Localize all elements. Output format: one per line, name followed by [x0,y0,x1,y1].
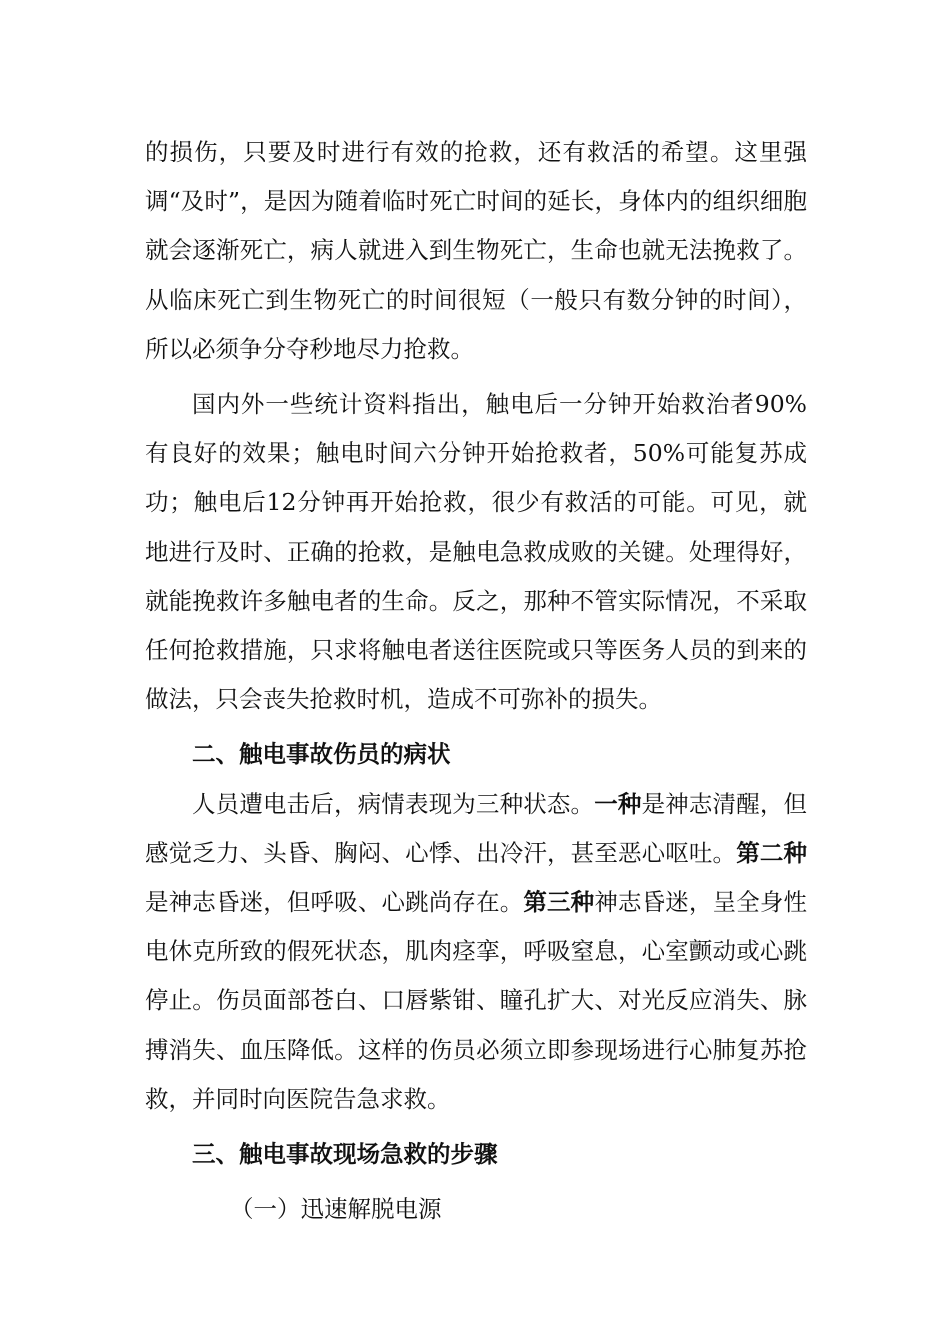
subsection-heading-disconnect-power: （一）迅速解脱电源 [230,1195,442,1224]
symptoms-text-3: 是神志昏迷，但呼吸、心跳尚存在。 [145,888,524,917]
paragraph-statistics: 国内外一些统计资料指出，触电后一分钟开始救治者90%有良好的效果；触电时间六分钟开始抢救者，50%可能复苏成功；触电后12分钟再开始抢救，很少有救活的可能。可见，就地进行及时、正确的抢救，是触电急救成败的关键。处理得好，就能挽救许多触电者的生命。反之，那种不管实际情况，不采取任何抢救措施，只求将触电者送往医院或只等医务人员的到来的做法，只会丧失抢救时机，造成不可弥补的损失。 [145,390,807,714]
symptoms-text-1: 人员遭电击后，病情表现为三种状态。 [192,789,595,818]
section-heading-symptoms: 二、触电事故伤员的病状 [192,740,451,769]
paragraph-symptoms [145,780,807,1124]
document-body [145,128,807,1234]
symptoms-text-4: 神志昏迷，呈全身性电休克所致的假死状态，肌肉痉挛，呼吸窒息，心室颤动或心跳停止。伤员面部苍白、口唇紫钳、瞳孔扩大、对光反应消失、脉搏消失、血压降低。这样的伤员必须立即参现场进行心肺复苏抢救，并同时向医院告急求救。 [145,888,808,1113]
symptoms-bold-second: 第二种 [736,838,807,867]
symptoms-text-2: 是神志清醒，但感觉乏力、头昏、胸闷、心悸、出冷汗，甚至恶心呕吐。 [145,789,808,867]
symptoms-bold-first: 一种 [594,789,642,818]
paragraph-rescue-timing: 的损伤，只要及时进行有效的抢救，还有救活的希望。这里强调“及时”，是因为随着临时死亡时间的延长，身体内的组织细胞就会逐渐死亡，病人就进入到生物死亡，生命也就无法挽救了。从临床死亡到生物死亡的时间很短（一般只有数分钟的时间），所以必须争分夺秒地尽力抢救。 [145,138,807,363]
section-heading-first-aid-steps: 三、触电事故现场急救的步骤 [192,1140,498,1169]
symptoms-bold-third: 第三种 [523,888,595,917]
